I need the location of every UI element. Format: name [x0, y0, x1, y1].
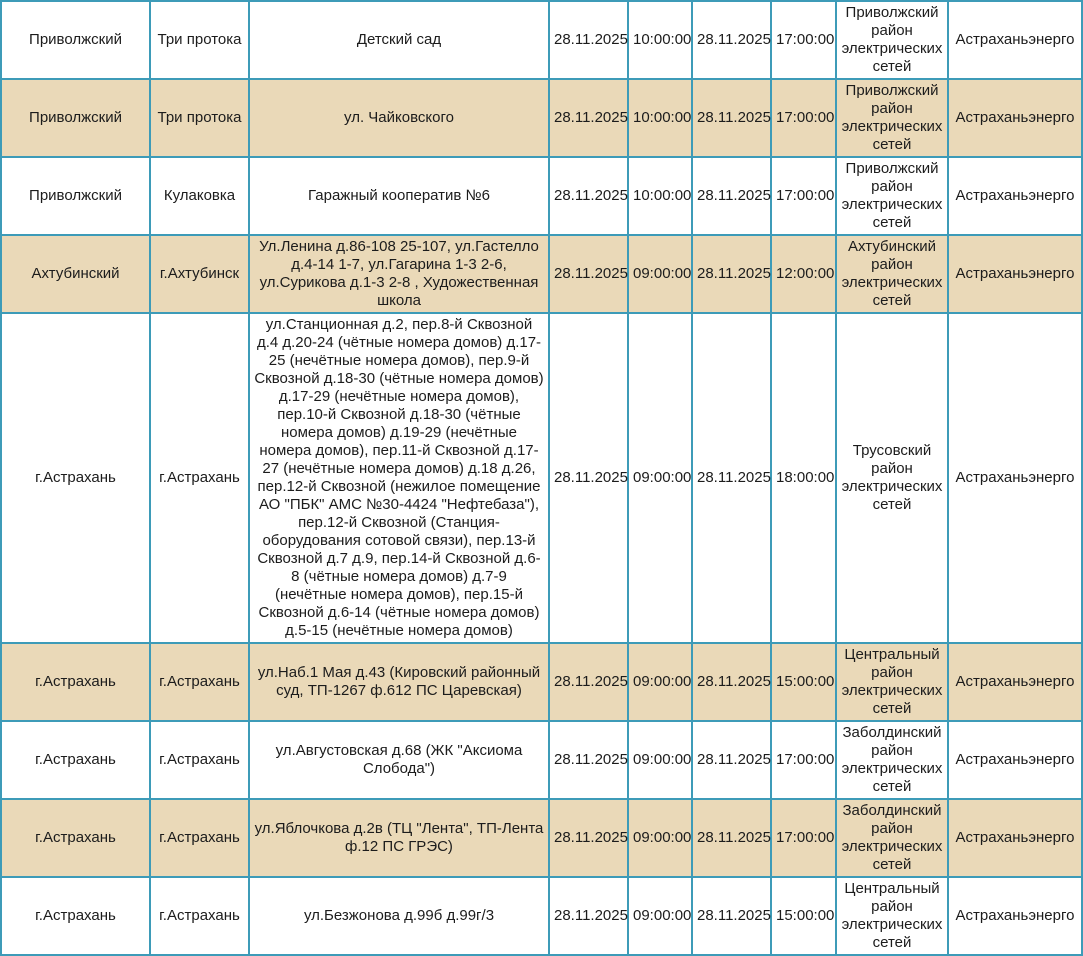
- cell-company: Астраханьэнерго: [948, 79, 1082, 157]
- cell-end-time: 18:00:00: [771, 313, 836, 643]
- cell-settlement: г.Астрахань: [150, 799, 249, 877]
- cell-start-date: 28.11.2025: [549, 643, 628, 721]
- cell-start-date: 28.11.2025: [549, 721, 628, 799]
- cell-start-date: 28.11.2025: [549, 799, 628, 877]
- cell-end-time: 17:00:00: [771, 1, 836, 79]
- cell-network-area: Трусовский район электрических сетей: [836, 313, 948, 643]
- cell-start-date: 28.11.2025: [549, 877, 628, 955]
- table-row: [1, 79, 1082, 157]
- cell-start-date: 28.11.2025: [549, 1, 628, 79]
- cell-address: ул.Станционная д.2, пер.8-й Сквозной д.4 д.20-24 (чётные номера домов) д.17-25 (нечётные номера домов), пер.9-й Сквозной д.18-30 (чётные номера домов) д.17-29 (нечётные номера домов), пер.10-й Сквозной д.18-30 (чётные номера домов) д.19-29 (нечётные номера домов), пер.11-й Сквозной д.17-27 (нечётные номера домов) д.18 д.26, пер.12-й Сквозной (нежилое помещение АО "ПБК" АМС №30-4424 "Нефтебаза"), пер.12-й Сквозной (Станция-оборудования сотовой связи), пер.13-й Сквозной д.7 д.9, пер.14-й Сквозной д.6-8 (чётные номера домов) д.7-9 (нечётные номера домов), пер.15-й Сквозной д.6-14 (чётные номера домов) д.5-15 (нечётные номера домов): [249, 313, 549, 643]
- cell-network-area: Заболдинский район электрических сетей: [836, 721, 948, 799]
- cell-end-date: 28.11.2025: [692, 799, 771, 877]
- cell-company: Астраханьэнерго: [948, 157, 1082, 235]
- cell-start-time: 09:00:00: [628, 313, 692, 643]
- cell-address: ул.Яблочкова д.2в (ТЦ "Лента", ТП-Лента ф.12 ПС ГРЭС): [249, 799, 549, 877]
- cell-address: ул.Безжонова д.99б д.99г/3: [249, 877, 549, 955]
- cell-network-area: Приволжский район электрических сетей: [836, 79, 948, 157]
- cell-settlement: г.Астрахань: [150, 877, 249, 955]
- cell-network-area: Приволжский район электрических сетей: [836, 157, 948, 235]
- cell-district: Приволжский: [1, 157, 150, 235]
- cell-network-area: Заболдинский район электрических сетей: [836, 799, 948, 877]
- cell-district: г.Астрахань: [1, 721, 150, 799]
- cell-settlement: г.Астрахань: [150, 643, 249, 721]
- cell-settlement: Три протока: [150, 1, 249, 79]
- cell-address: Ул.Ленина д.86-108 25-107, ул.Гастелло д.4-14 1-7, ул.Гагарина 1-3 2-6, ул.Сурикова д.1-3 2-8 , Художественная школа: [249, 235, 549, 313]
- cell-end-date: 28.11.2025: [692, 157, 771, 235]
- cell-district: Приволжский: [1, 79, 150, 157]
- outage-table-body: [1, 1, 1082, 955]
- cell-end-time: 15:00:00: [771, 877, 836, 955]
- cell-settlement: г.Ахтубинск: [150, 235, 249, 313]
- cell-end-time: 17:00:00: [771, 157, 836, 235]
- cell-end-time: 17:00:00: [771, 799, 836, 877]
- table-row: [1, 157, 1082, 235]
- cell-district: Приволжский: [1, 1, 150, 79]
- cell-settlement: г.Астрахань: [150, 721, 249, 799]
- cell-end-date: 28.11.2025: [692, 877, 771, 955]
- cell-end-date: 28.11.2025: [692, 79, 771, 157]
- cell-district: г.Астрахань: [1, 313, 150, 643]
- cell-end-time: 12:00:00: [771, 235, 836, 313]
- cell-company: Астраханьэнерго: [948, 643, 1082, 721]
- cell-district: Ахтубинский: [1, 235, 150, 313]
- cell-settlement: г.Астрахань: [150, 313, 249, 643]
- cell-district: г.Астрахань: [1, 877, 150, 955]
- cell-end-date: 28.11.2025: [692, 235, 771, 313]
- cell-address: ул.Августовская д.68 (ЖК "Аксиома Слобода"): [249, 721, 549, 799]
- cell-start-date: 28.11.2025: [549, 157, 628, 235]
- cell-end-date: 28.11.2025: [692, 313, 771, 643]
- cell-end-date: 28.11.2025: [692, 721, 771, 799]
- cell-company: Астраханьэнерго: [948, 235, 1082, 313]
- cell-start-time: 10:00:00: [628, 1, 692, 79]
- cell-network-area: Приволжский район электрических сетей: [836, 1, 948, 79]
- cell-settlement: Кулаковка: [150, 157, 249, 235]
- cell-address: ул.Наб.1 Мая д.43 (Кировский районный суд, ТП-1267 ф.612 ПС Царевская): [249, 643, 549, 721]
- cell-start-time: 09:00:00: [628, 799, 692, 877]
- table-row: [1, 1, 1082, 79]
- cell-company: Астраханьэнерго: [948, 1, 1082, 79]
- cell-company: Астраханьэнерго: [948, 721, 1082, 799]
- table-row: [1, 877, 1082, 955]
- cell-start-time: 09:00:00: [628, 235, 692, 313]
- table-row: [1, 313, 1082, 643]
- cell-network-area: Центральный район электрических сетей: [836, 643, 948, 721]
- cell-start-time: 09:00:00: [628, 643, 692, 721]
- table-row: [1, 799, 1082, 877]
- cell-start-date: 28.11.2025: [549, 313, 628, 643]
- cell-network-area: Ахтубинский район электрических сетей: [836, 235, 948, 313]
- cell-start-date: 28.11.2025: [549, 79, 628, 157]
- cell-end-date: 28.11.2025: [692, 643, 771, 721]
- cell-end-date: 28.11.2025: [692, 1, 771, 79]
- cell-company: Астраханьэнерго: [948, 877, 1082, 955]
- cell-start-time: 09:00:00: [628, 721, 692, 799]
- cell-network-area: Центральный район электрических сетей: [836, 877, 948, 955]
- cell-address: Гаражный кооператив №6: [249, 157, 549, 235]
- cell-start-date: 28.11.2025: [549, 235, 628, 313]
- cell-start-time: 09:00:00: [628, 877, 692, 955]
- cell-start-time: 10:00:00: [628, 157, 692, 235]
- table-row: [1, 721, 1082, 799]
- table-row: [1, 235, 1082, 313]
- table-row: [1, 643, 1082, 721]
- cell-end-time: 17:00:00: [771, 721, 836, 799]
- cell-address: Детский сад: [249, 1, 549, 79]
- cell-address: ул. Чайковского: [249, 79, 549, 157]
- cell-district: г.Астрахань: [1, 643, 150, 721]
- cell-end-time: 15:00:00: [771, 643, 836, 721]
- cell-company: Астраханьэнерго: [948, 313, 1082, 643]
- cell-start-time: 10:00:00: [628, 79, 692, 157]
- cell-end-time: 17:00:00: [771, 79, 836, 157]
- cell-settlement: Три протока: [150, 79, 249, 157]
- cell-district: г.Астрахань: [1, 799, 150, 877]
- cell-company: Астраханьэнерго: [948, 799, 1082, 877]
